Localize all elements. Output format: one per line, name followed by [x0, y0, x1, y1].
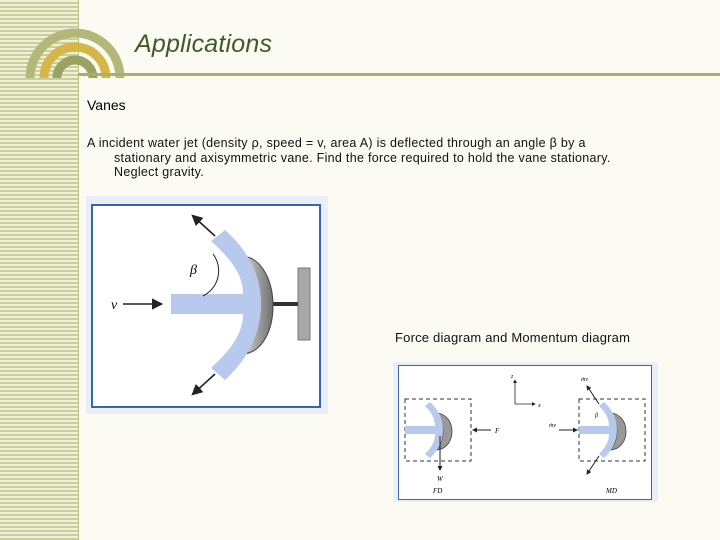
md-upper-outflow-arrow [587, 386, 599, 404]
md-inflow-label: ṁv [549, 423, 556, 429]
fd-weight-label: W [437, 475, 443, 483]
fd-label: FD [433, 487, 443, 495]
decorative-sidebar [0, 0, 79, 540]
outgoing-arrow-lower [193, 374, 215, 394]
problem-statement [87, 136, 697, 180]
velocity-label: v [111, 298, 118, 313]
section-heading: Vanes [87, 97, 126, 113]
vane-diagram [93, 206, 319, 406]
outgoing-arrow-upper [193, 216, 215, 236]
md-beta-label: β [595, 413, 598, 419]
title-divider [78, 73, 720, 76]
md-upper-outflow-label: ṁv [581, 377, 588, 383]
angle-label: β [190, 263, 197, 278]
md-label: MD [606, 487, 617, 495]
problem-line-1: A incident water jet (density ρ, speed = v, area A) is deflected through an angle β by a [87, 136, 586, 150]
problem-line-3: Neglect gravity. [114, 165, 205, 179]
vane-figure [86, 196, 328, 414]
z-axis-label: z [511, 374, 514, 380]
water-jet [171, 230, 261, 380]
fd-force-label: F [495, 427, 500, 435]
support-wall [298, 268, 310, 340]
page-title: Applications [135, 30, 273, 58]
force-momentum-figure [393, 362, 658, 502]
vane-figure-frame [91, 204, 321, 408]
arc-logo-icon [20, 18, 130, 78]
force-momentum-frame [398, 365, 652, 500]
problem-line-2: stationary and axisymmetric vane. Find the force required to hold the vane stationary. [114, 150, 611, 165]
figure-caption: Force diagram and Momentum diagram [395, 330, 631, 345]
angle-arc [203, 254, 219, 296]
x-axis-label: x [538, 403, 541, 409]
force-momentum-diagram [399, 366, 651, 499]
md-lower-outflow-arrow [587, 456, 599, 474]
